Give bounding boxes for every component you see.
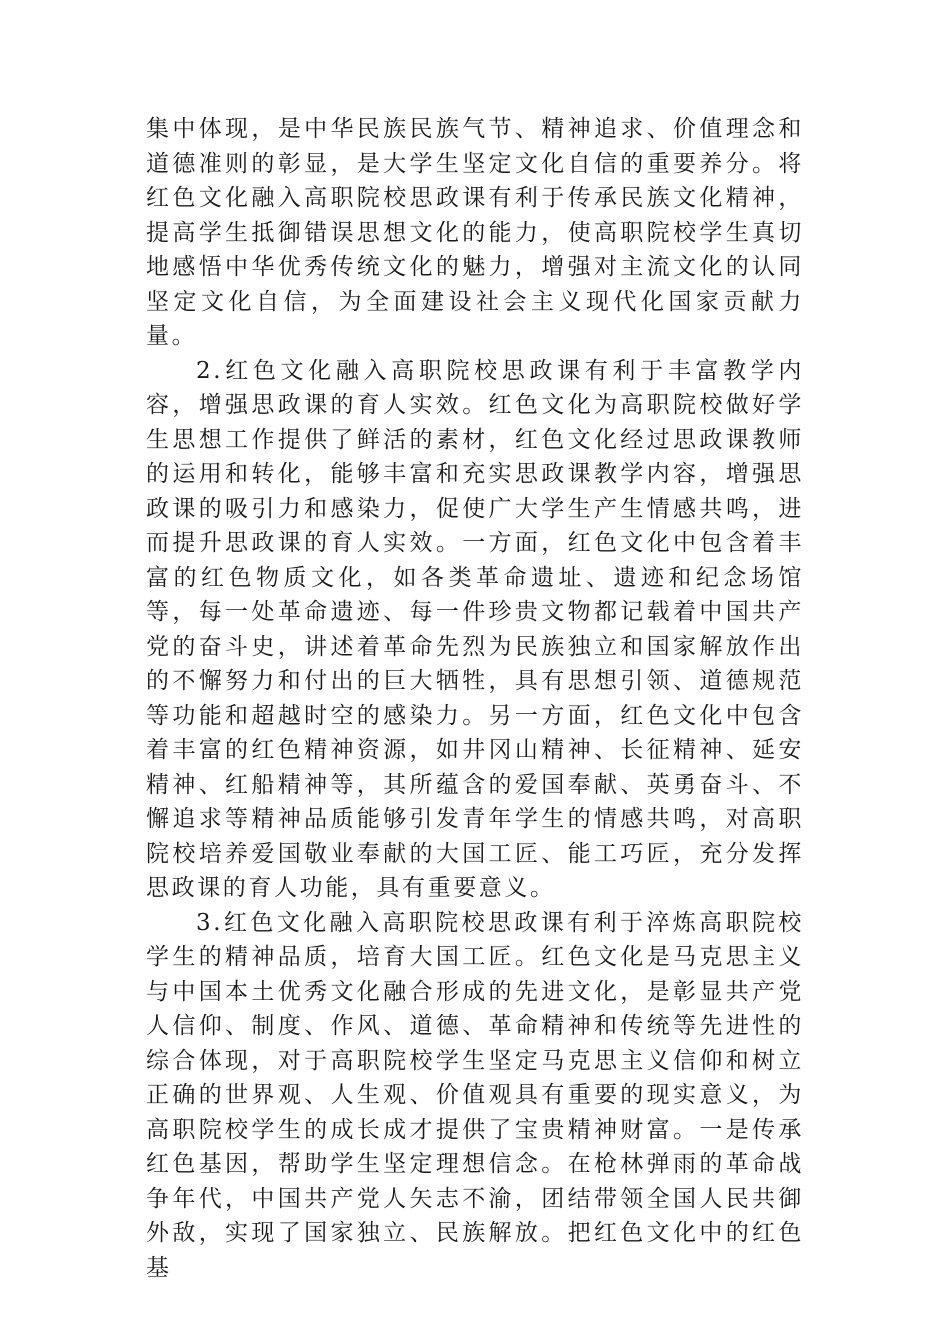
paragraph-3: 3.红色文化融入高职院校思政课有利于淬炼高职院校学生的精神品质，培育大国工匠。红色文化是马克思主义与中国本土优秀文化融合形成的先进文化，是彰显共产党人信仰、制度、作风、道德、革命精神和传统等先进性的综合体现，对于高职院校学生坚定马克思主义信仰和树立正确的世界观、人生观、价值观具有重要的现实意义，为高职院校学生的成长成才提供了宝贵精神财富。一是传承红色基因，帮助学生坚定理想信念。在枪林弹雨的革命战争年代，中国共产党人矢志不渝，团结带领全国人民共御外敌，实现了国家独立、民族解放。把红色文化中的红色基 [146,909,804,1281]
paragraph-1: 集中体现，是中华民族民族气节、精神追求、价值理念和道德准则的彰显，是大学生坚定文化自信的重要养分。将红色文化融入高职院校思政课有利于传承民族文化精神，提高学生抵御错误思想文化的能力，使高职院校学生真切地感悟中华优秀传统文化的魅力，增强对主流文化的认同坚定文化自信，为全面建设社会主义现代化国家贡献力量。 [146,116,804,349]
paragraph-2: 2.红色文化融入高职院校思政课有利于丰富教学内容，增强思政课的育人实效。红色文化为高职院校做好学生思想工作提供了鲜活的素材，红色文化经过思政课教师的运用和转化，能够丰富和充实思政课教学内容，增强思政课的吸引力和感染力，促使广大学生产生情感共鸣，进而提升思政课的育人实效。一方面，红色文化中包含着丰富的红色物质文化，如各类革命遗址、遗迹和纪念场馆等，每一处革命遗迹、每一件珍贵文物都记载着中国共产党的奋斗史，讲述着革命先烈为民族独立和国家解放作出的不懈努力和付出的巨大牺牲，具有思想引领、道德规范等功能和超越时空的感染力。另一方面，红色文化中包含着丰富的红色精神资源，如井冈山精神、长征精神、延安精神、红船精神等，其所蕴含的爱国奉献、英勇奋斗、不懈追求等精神品质能够引发青年学生的情感共鸣，对高职院校培养爱国敬业奉献的大国工匠、能工巧匠，充分发挥思政课的育人功能，具有重要意义。 [146,357,804,901]
document-body [146,112,804,1285]
